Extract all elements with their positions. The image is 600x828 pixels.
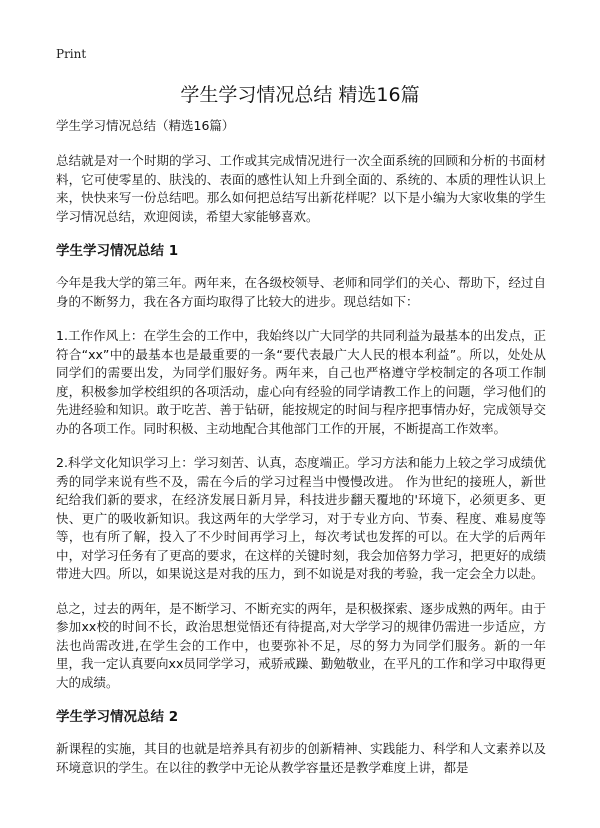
- document-body: [56, 117, 546, 793]
- section-1-paragraph-4: 总之，过去的两年，是不断学习、不断充实的两年，是积极探索、逐步成熟的两年。由于参加xx校的时间不长，政治思想觉悟还有待提高,对大学学习的规律仍需进一步适应，方法也尚需改进,在学生会的工作中，也要弥补不足，尽的努力为同学们服务。新的一年里，我一定认真要向xx员同学学习，戒骄戒躁、勤勉敬业，在平凡的工作和学习中取得更大的成绩。: [56, 600, 546, 690]
- section-heading-2: 学生学习情况总结 2: [56, 709, 179, 725]
- section-heading-1: 学生学习情况总结 1: [56, 243, 179, 259]
- section-1-paragraph-2: 1.工作作风上：在学生会的工作中，我始终以广大同学的共同利益为最基本的出发点，正符合“xx”中的最基本也是最重要的一条“要代表最广大人民的根本利益”。所以，处处从同学们的需要出发，为同学们服好务。两年来，自己也严格遵守学校制定的各项工作制度，积极参加学校组织的各项活动，虚心向有经验的同学请教工作上的问题，学习他们的先进经验和知识。敢于吃苦、善于钻研，能按规定的时间与程序把事情办好，完成领导交办的各项工作。同时积极、主动地配合其他部门工作的开展，不断提高工作效率。: [56, 328, 546, 436]
- intro-paragraph: 总结就是对一个时期的学习、工作或其完成情况进行一次全面系统的回顾和分析的书面材料，它可使零星的、肤浅的、表面的感性认知上升到全面的、系统的、本质的理性认识上来，快快来写一份总结吧。那么如何把总结写出新花样呢？以下是小编为大家收集的学生学习情况总结，欢迎阅读，希望大家能够喜欢。: [56, 153, 546, 224]
- document-subtitle: 学生学习情况总结（精选16篇）: [56, 118, 235, 133]
- section-1-paragraph-1: 今年是我大学的第三年。两年来，在各级校领导、老师和同学们的关心、帮助下，经过自身的不断努力，我在各方面均取得了比较大的进步。现总结如下：: [56, 275, 546, 309]
- section-1-paragraph-3: 2.科学文化知识学习上：学习刻苦、认真，态度端正。学习方法和能力上较之学习成绩优秀的同学来说有些不及，需在今后的学习过程当中慢慢改进。 作为世纪的接班人，新世纪给我们新的要求，在经济发展日新月异，科技进步翻天覆地的'环境下，必须更多、更快、更广的吸收新知识。我这两年的大学学习，对于专业方向、节奏、程度、难易度等等，也有所了解，投入了不少时间再学习上，每次考试也发挥的可以。在大学的后两年中，对学习任务有了更高的要求，在这样的关键时刻，我会加倍努力学习，把更好的成绩带进大四。所以，如果说这是对我的压力，到不如说是对我的考验，我一定会全力以赴。: [56, 455, 546, 581]
- page-title: 学生学习情况总结 精选16篇: [180, 84, 420, 106]
- print-link[interactable]: Print: [56, 47, 87, 61]
- section-2-paragraph-1: 新课程的实施，其目的也就是培养具有初步的创新精神、实践能力、科学和人文素养以及环境意识的学生。在以往的教学中无论从教学容量还是教学难度上讲，都是: [56, 741, 546, 775]
